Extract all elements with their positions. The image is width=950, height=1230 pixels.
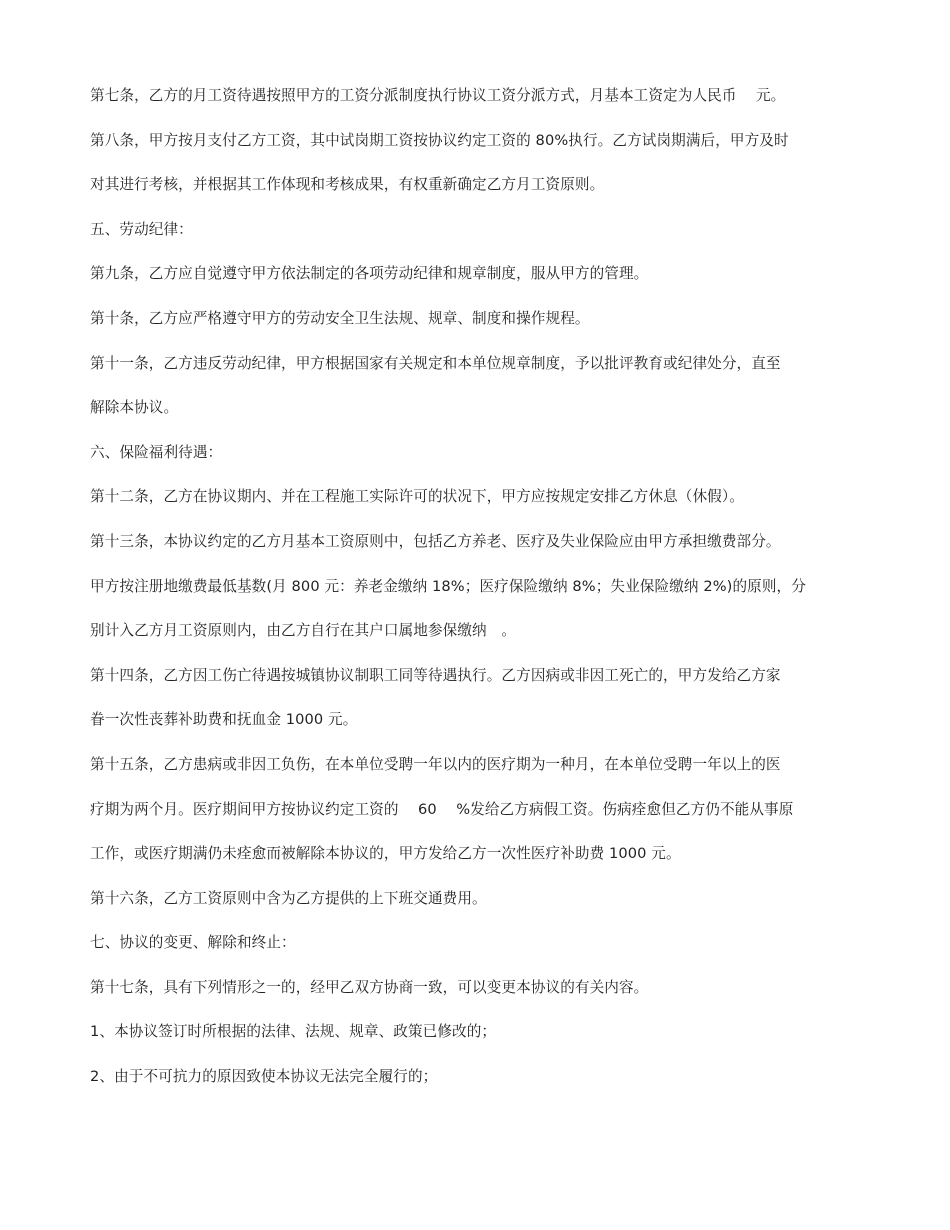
section-heading-contract-change: 七、协议的变更、解除和终止： — [90, 934, 296, 952]
article-13-line-3: 别计入乙方月工资原则内，由乙方自行在其户口属地参保缴纳 。 — [90, 622, 517, 640]
section-heading-insurance-benefits: 六、保险福利待遇： — [90, 443, 223, 461]
document-body — [90, 82, 870, 1108]
article-15-line-3: 工作，或医疗期满仍未痊愈而被解除本协议的，甲方发给乙方一次性医疗补助费 1000 元。 — [90, 845, 681, 863]
article-17-line: 第十七条，具有下列情形之一的，经甲乙双方协商一致，可以变更本协议的有关内容。 — [90, 978, 649, 996]
article-8-line-2: 对其进行考核，并根据其工作体现和考核成果，有权重新确定乙方月工资原则。 — [90, 176, 605, 194]
article-13-line-1: 第十三条，本协议约定的乙方月基本工资原则中，包括乙方养老、医疗及失业保险应由甲方承担缴费部分。 — [90, 532, 781, 550]
article-15-line-2: 疗期为两个月。医疗期间甲方按协议约定工资的 60 %发给乙方病假工资。伤病痊愈但乙方仍不能从事原 — [90, 800, 794, 818]
article-11-line-2: 解除本协议。 — [90, 399, 179, 417]
list-item-1: 1、本协议签订时所根据的法律、法规、规章、政策已修改的； — [90, 1023, 497, 1041]
list-item-2: 2、由于不可抗力的原因致使本协议无法完全履行的； — [90, 1068, 438, 1086]
article-13-line-2: 甲方按注册地缴费最低基数(月 800 元：养老金缴纳 18%；医疗保险缴纳 8%；失业保险缴纳 2%)的原则，分 — [90, 577, 806, 595]
article-10-line: 第十条，乙方应严格遵守甲方的劳动安全卫生法规、规章、制度和操作规程。 — [90, 309, 590, 327]
article-7-line: 第七条，乙方的月工资待遇按照甲方的工资分派制度执行协议工资分派方式，月基本工资定为人民币 元。 — [90, 87, 786, 104]
article-15-line-1: 第十五条，乙方患病或非因工负伤，在本单位受聘一年以内的医疗期为一种月，在本单位受聘一年以上的医 — [90, 755, 781, 773]
article-14-line-1: 第十四条，乙方因工伤亡待遇按城镇协议制职工同等待遇执行。乙方因病或非因工死亡的，甲方发给乙方家 — [90, 666, 781, 684]
article-14-line-2: 眷一次性丧葬补助费和抚血金 1000 元。 — [90, 711, 358, 729]
article-8-line-1: 第八条，甲方按月支付乙方工资，其中试岗期工资按协议约定工资的 80%执行。乙方试岗期满后，甲方及时 — [90, 131, 789, 149]
article-12-line: 第十二条，乙方在协议期内、并在工程施工实际许可的状况下，甲方应按规定安排乙方休息（休假）。 — [90, 488, 744, 506]
section-heading-labor-discipline: 五、劳动纪律： — [90, 220, 193, 238]
article-11-line-1: 第十一条，乙方违反劳动纪律，甲方根据国家有关规定和本单位规章制度，予以批评教育或纪律处分，直至 — [90, 354, 781, 372]
article-16-line: 第十六条，乙方工资原则中含为乙方提供的上下班交通费用。 — [90, 889, 487, 907]
article-9-line: 第九条，乙方应自觉遵守甲方依法制定的各项劳动纪律和规章制度，服从甲方的管理。 — [90, 265, 649, 283]
